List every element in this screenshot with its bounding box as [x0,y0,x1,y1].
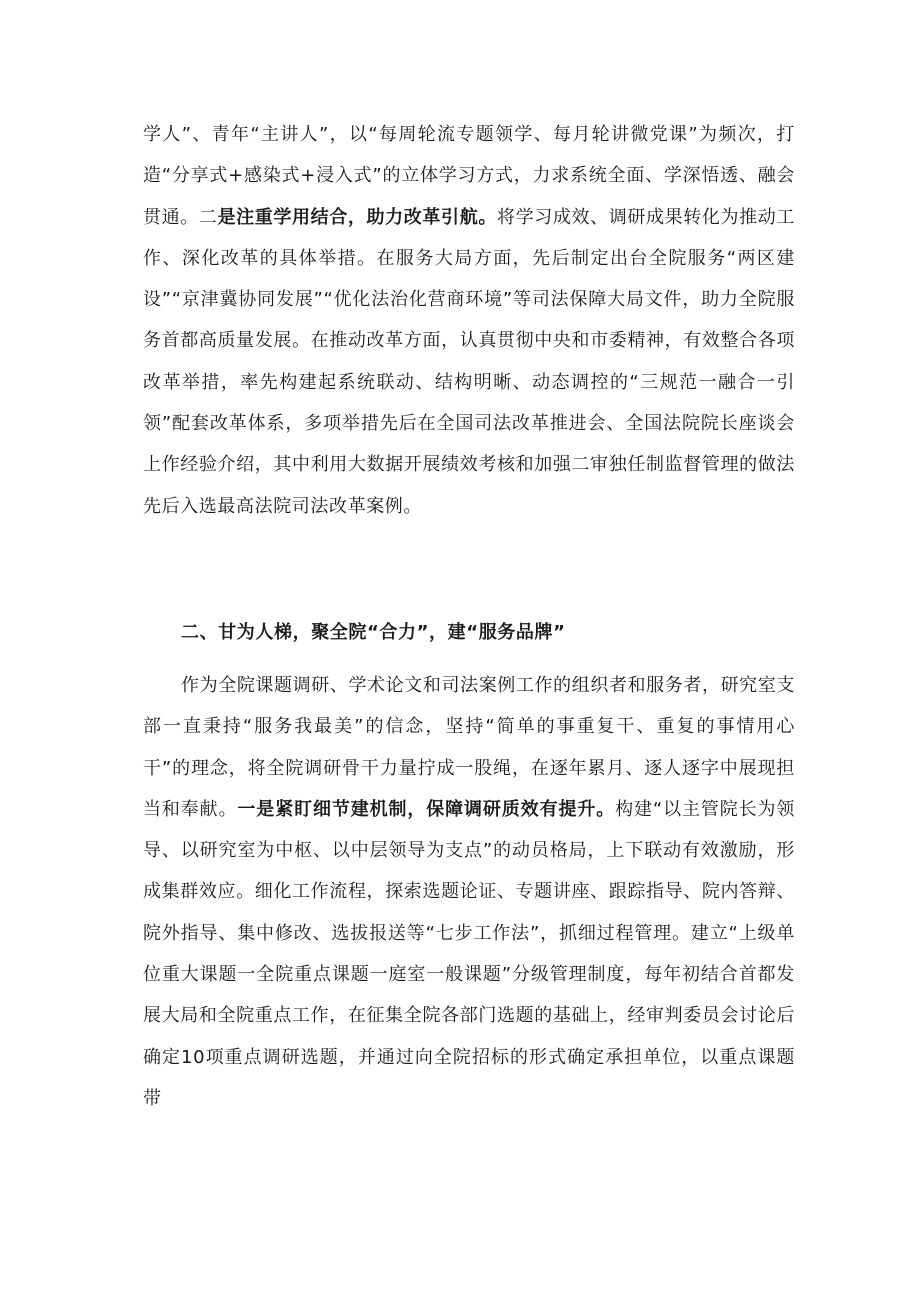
paragraph-2-bold-phrase: 一是紧盯细节建机制，保障调研质效有提升。 [237,798,616,820]
paragraph-1-bold-phrase: 是注重学用结合，助力改革引航。 [217,206,497,228]
paragraph-2-text-b: 构建“以主管院长为领导、以研究室为中枢、以中层领导为支点”的动员格局，上下联动有效激励，形成集群效应。细化工作流程，探索选题论证、专题讲座、跟踪指导、院内答辩、院外指导、集中修改、选拔报送等“七步工作法”，抓细过程管理。建立“上级单位重大课题一全院重点课题一庭室一般课题”分级管理制度，每年初结合首都发展大局和全院重点工作，在征集全院各部门选题的基础上，经审判委员会讨论后确定10项重点调研选题，并通过向全院招标的形式确定承担单位，以重点课题带 [143,798,795,1109]
paragraph-1 [143,114,795,527]
paragraph-2-text-a: 作为全院课题调研、学术论文和司法案例工作的组织者和服务者，研究室支部一直秉持“服务我最美”的信念，坚持“简单的事重复干、重复的事情用心干”的理念，将全院调研骨干力量拧成一股绳，在逐年累月、逐人逐字中展现担当和奉献。 [143,675,795,820]
paragraph-1-text-b: 将学习成效、调研成果转化为推动工作、深化改革的具体举措。在服务大局方面，先后制定出台全院服务“两区建设”“京津冀协同发展”“优化法治化营商环境”等司法保障大局文件，助力全院服务首都高质量发展。在推动改革方面，认真贯彻中央和市委精神，有效整合各项改革举措，率先构建起系统联动、结构明晰、动态调控的“三规范一融合一引领”配套改革体系，多项举措先后在全国司法改革推进会、全国法院院长座谈会上作经验介绍，其中利用大数据开展绩效考核和加强二审独任制监督管理的做法先后入选最高法院司法改革案例。 [143,206,795,517]
paragraph-1-text-a: 学人”、青年“主讲人”，以“每周轮流专题领学、每月轮讲微党课”为频次，打造“分享式+感染式+浸入式”的立体学习方式，力求系统全面、学深悟透、融会贯通。二 [143,124,795,228]
section-heading-2: 二、甘为人梯，聚全院“合力”，建“服务品牌” [181,622,566,643]
paragraph-2 [143,665,795,1119]
